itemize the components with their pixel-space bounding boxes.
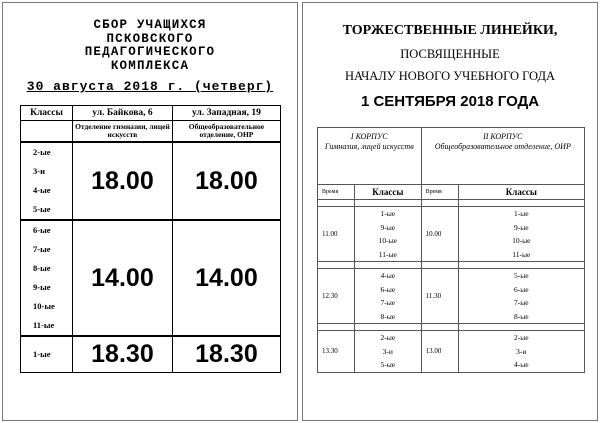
ceremony-schedule-table [317,127,585,373]
time-cell: 13.30 [318,331,355,373]
empty-cell [21,121,73,143]
class-item: 5-ые [513,271,529,280]
class-item: 6-ые [513,284,529,294]
class-item: 2-ые [513,333,529,342]
class-item: 6-ые [33,225,51,235]
class-list [21,336,73,372]
class-list [458,207,584,262]
col-header-time: Время [421,185,458,200]
class-item: 3-и [516,346,527,356]
time-cell: 13.00 [421,331,458,373]
corpus-desc: Общеобразовательное отделение, ОИР [434,142,571,151]
class-item: 10-ые [378,236,397,245]
class-list [355,207,422,262]
ceremony-date: 1 СЕНТЯБРЯ 2018 ГОДА [360,93,540,110]
time-zapadnaya: 14.00 [172,220,280,336]
gathering-schedule-table [20,105,281,373]
class-item: 1-ые [513,209,529,218]
title-line: КОМПЛЕКСА [110,58,190,73]
class-item: 7-ые [33,244,51,254]
class-item: 1-ые [33,348,51,359]
class-item: 3-и [382,346,393,356]
right-subtitle: НАЧАЛУ НОВОГО УЧЕБНОГО ГОДА [344,69,556,83]
class-list [355,331,422,373]
class-list [355,269,422,324]
time-baykova: 18.30 [73,336,173,372]
time-zapadnaya: 18.00 [172,142,280,220]
class-item: 9-ые [513,222,529,232]
class-item: 4-ые [33,185,51,195]
class-item: 7-ые [380,298,396,307]
class-item: 7-ые [513,298,529,307]
class-item: 10-ые [512,236,531,245]
corpus-name: I КОРПУС [350,132,388,141]
corpus-desc: Гимназия, лицей искусств [324,142,414,151]
time-cell: 11.00 [318,207,355,262]
class-list [458,269,584,324]
corpus-1-header [318,128,422,185]
col-header-classes: Классы [21,106,73,121]
class-item: 8-ые [380,311,396,321]
time-cell: 12.30 [318,269,355,324]
col-header-time: Время [318,185,355,200]
title-line: СБОР УЧАЩИХСЯ [93,18,207,32]
left-panel [2,2,298,421]
right-title: ТОРЖЕСТВЕННЫЕ ЛИНЕЙКИ, [342,23,558,38]
gathering-date: 30 августа 2018 г. (четверг) [26,79,274,94]
class-item: 2-ые [380,333,396,342]
class-item: 4-ые [380,271,396,280]
class-item: 5-ые [33,204,51,214]
title-line: ПСКОВСКОГО [106,31,194,46]
class-item: 8-ые [513,311,529,321]
col-header-baykova: ул. Байкова, 6 [73,106,173,121]
class-item: 9-ые [33,282,51,292]
class-item: 11-ые [33,320,55,330]
left-title [3,19,297,73]
title-line: ПЕДАГОГИЧЕСКОГО [84,45,216,59]
time-cell: 10.00 [421,207,458,262]
class-item: 11-ые [378,249,397,259]
class-item: 10-ые [33,301,55,311]
time-zapadnaya: 18.30 [172,336,280,372]
right-panel [302,2,598,421]
subheader-general: Общеобразовательное отделение, ОНР [172,121,280,143]
class-item: 2-ые [33,147,51,157]
col-header-zapadnaya: ул. Западная, 19 [172,106,280,121]
class-item: 8-ые [33,263,51,273]
class-list [21,220,73,336]
class-item: 1-ые [380,209,396,218]
class-item: 11-ые [512,249,531,259]
class-list [21,142,73,220]
time-baykova: 18.00 [73,142,173,220]
corpus-2-header [421,128,584,185]
class-item: 4-ые [513,360,529,369]
subheader-gymnasium: Отделение гимназии, лицей искусств [73,121,173,143]
class-item: 3-и [33,166,45,176]
class-item: 5-ые [380,360,396,369]
time-baykova: 14.00 [73,220,173,336]
corpus-name: II КОРПУС [483,132,523,141]
time-cell: 11.30 [421,269,458,324]
col-header-classes: Классы [355,185,422,200]
col-header-classes: Классы [458,185,584,200]
class-list [458,331,584,373]
right-subtitle: ПОСВЯЩЕННЫЕ [400,47,500,61]
class-item: 9-ые [380,222,396,232]
class-item: 6-ые [380,284,396,294]
